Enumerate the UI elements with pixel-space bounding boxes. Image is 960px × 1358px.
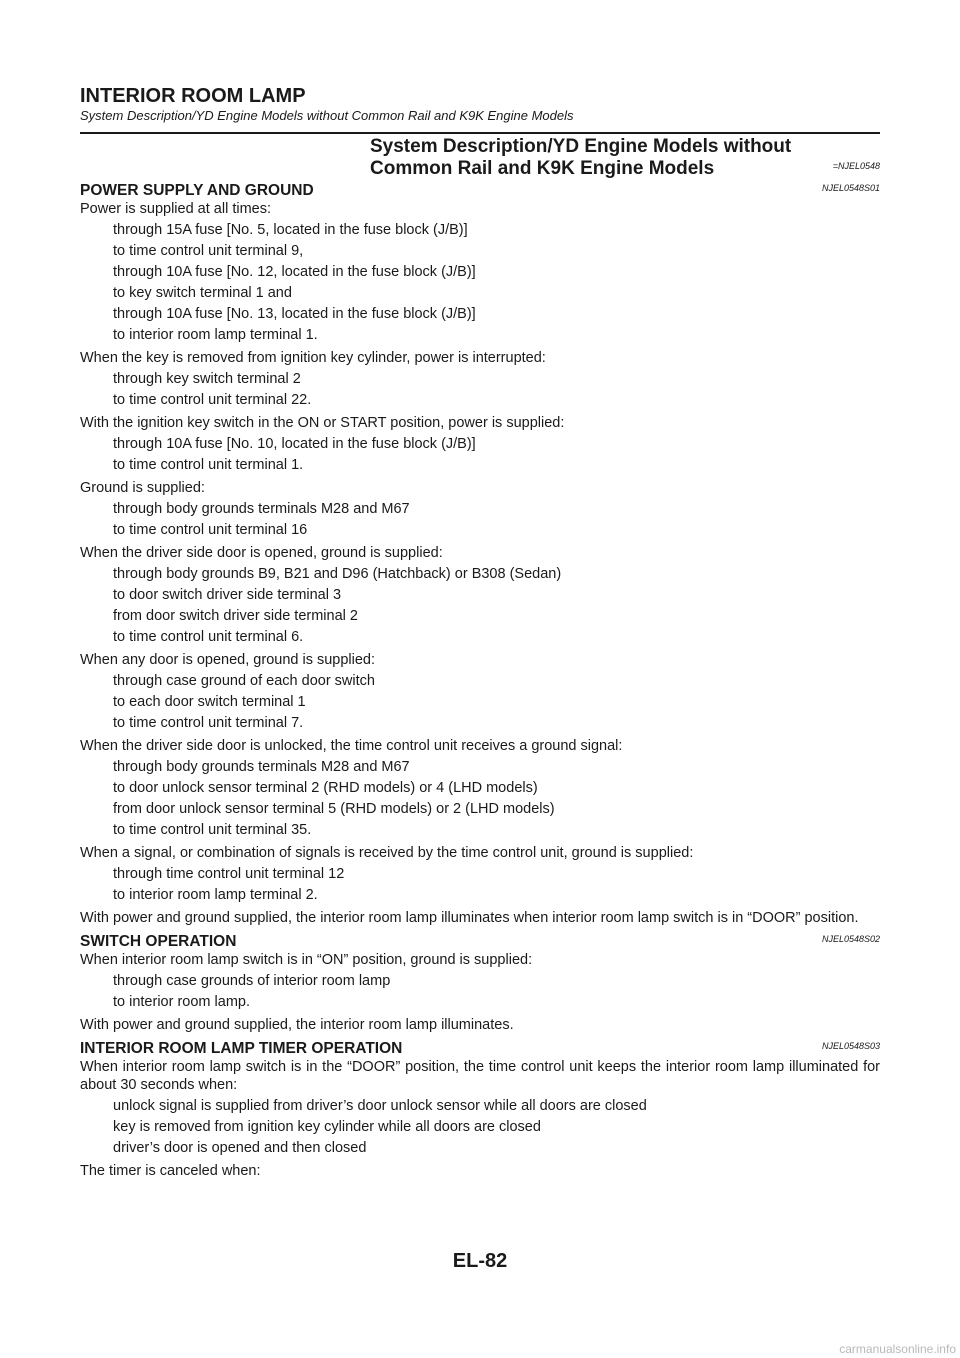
paragraph: When interior room lamp switch is in “ON” position, ground is supplied: [80,952,533,968]
indented-line: through case grounds of interior room lamp [113,973,391,989]
paragraph: When a signal, or combination of signals is received by the time control unit, ground is supplied: [80,845,694,861]
indented-line: through body grounds B9, B21 and D96 (Hatchback) or B308 (Sedan) [113,566,562,582]
indented-line: through body grounds terminals M28 and M67 [113,501,410,517]
timer-operation-heading [80,1040,880,1058]
page-header [80,84,880,124]
paragraph: When the driver side door is opened, ground is supplied: [80,545,443,561]
paragraph: Ground is supplied: [80,480,205,496]
switch-operation-heading-text: SWITCH OPERATION [80,933,237,950]
paragraph: When interior room lamp switch is in the “DOOR” position, the time control unit keeps the interior room lamp illuminated for about 30 seconds when: [80,1059,880,1093]
indented-line: through case ground of each door switch [113,673,375,689]
power-supply-heading-text: POWER SUPPLY AND GROUND [80,182,314,199]
section-title-line-1: System Description/YD Engine Models without [370,136,792,157]
indented-line: to time control unit terminal 9, [113,243,304,259]
timer-operation-heading-text: INTERIOR ROOM LAMP TIMER OPERATION [80,1040,403,1057]
indented-line: through key switch terminal 2 [113,371,301,387]
indented-line: to door unlock sensor terminal 2 (RHD models) or 4 (LHD models) [113,780,538,796]
indented-line: to each door switch terminal 1 [113,694,306,710]
paragraph: With power and ground supplied, the interior room lamp illuminates. [80,1017,514,1033]
indented-line: from door switch driver side terminal 2 [113,608,358,624]
indented-line: key is removed from ignition key cylinder while all doors are closed [113,1119,541,1135]
indented-line: to time control unit terminal 1. [113,457,304,473]
indented-line: to time control unit terminal 22. [113,392,312,408]
header-title: INTERIOR ROOM LAMP [80,85,306,107]
indented-line: through 10A fuse [No. 10, located in the fuse block (J/B)] [113,436,476,452]
page-content [80,136,880,1180]
paragraph: The timer is canceled when: [80,1163,261,1179]
indented-line: to interior room lamp terminal 1. [113,327,318,343]
paragraph: With the ignition key switch in the ON or START position, power is supplied: [80,415,565,431]
section-code: =NJEL0548 [832,161,880,171]
indented-line: through body grounds terminals M28 and M67 [113,759,410,775]
paragraph: Power is supplied at all times: [80,201,271,217]
switch-operation-heading [80,933,880,951]
paragraph: With power and ground supplied, the interior room lamp illuminates when interior room lamp switch is in “DOOR” position. [80,910,859,926]
indented-line: through 15A fuse [No. 5, located in the fuse block (J/B)] [113,222,468,238]
paragraph: When the driver side door is unlocked, the time control unit receives a ground signal: [80,738,623,754]
indented-line: to interior room lamp. [113,994,250,1010]
indented-line: from door unlock sensor terminal 5 (RHD models) or 2 (LHD models) [113,801,555,817]
header-rule [80,132,880,134]
header-subtitle: System Description/YD Engine Models without Common Rail and K9K Engine Models [80,108,574,123]
indented-line: to interior room lamp terminal 2. [113,887,318,903]
power-supply-code: NJEL0548S01 [821,183,880,193]
indented-line: to time control unit terminal 6. [113,629,304,645]
indented-line: to door switch driver side terminal 3 [113,587,342,603]
indented-line: to time control unit terminal 35. [113,822,312,838]
page-number: EL-82 [452,1250,508,1272]
indented-line: to time control unit terminal 7. [113,715,304,731]
indented-line: unlock signal is supplied from driver’s door unlock sensor while all doors are closed [113,1098,647,1114]
timer-operation-code: NJEL0548S03 [821,1041,880,1051]
paragraph: When any door is opened, ground is supplied: [80,652,376,668]
power-supply-heading [80,182,880,200]
indented-line: through time control unit terminal 12 [113,866,345,882]
section-title [370,136,880,180]
paragraph: When the key is removed from ignition key cylinder, power is interrupted: [80,350,546,366]
section-title-line-2: Common Rail and K9K Engine Models [370,158,715,179]
indented-line: through 10A fuse [No. 12, located in the fuse block (J/B)] [113,264,476,280]
indented-line: to key switch terminal 1 and [113,285,292,301]
indented-line: to time control unit terminal 16 [113,522,308,538]
watermark: carmanualsonline.info [839,1342,956,1356]
indented-line: through 10A fuse [No. 13, located in the fuse block (J/B)] [113,306,476,322]
indented-line: driver’s door is opened and then closed [113,1140,367,1156]
switch-operation-code: NJEL0548S02 [821,934,880,944]
